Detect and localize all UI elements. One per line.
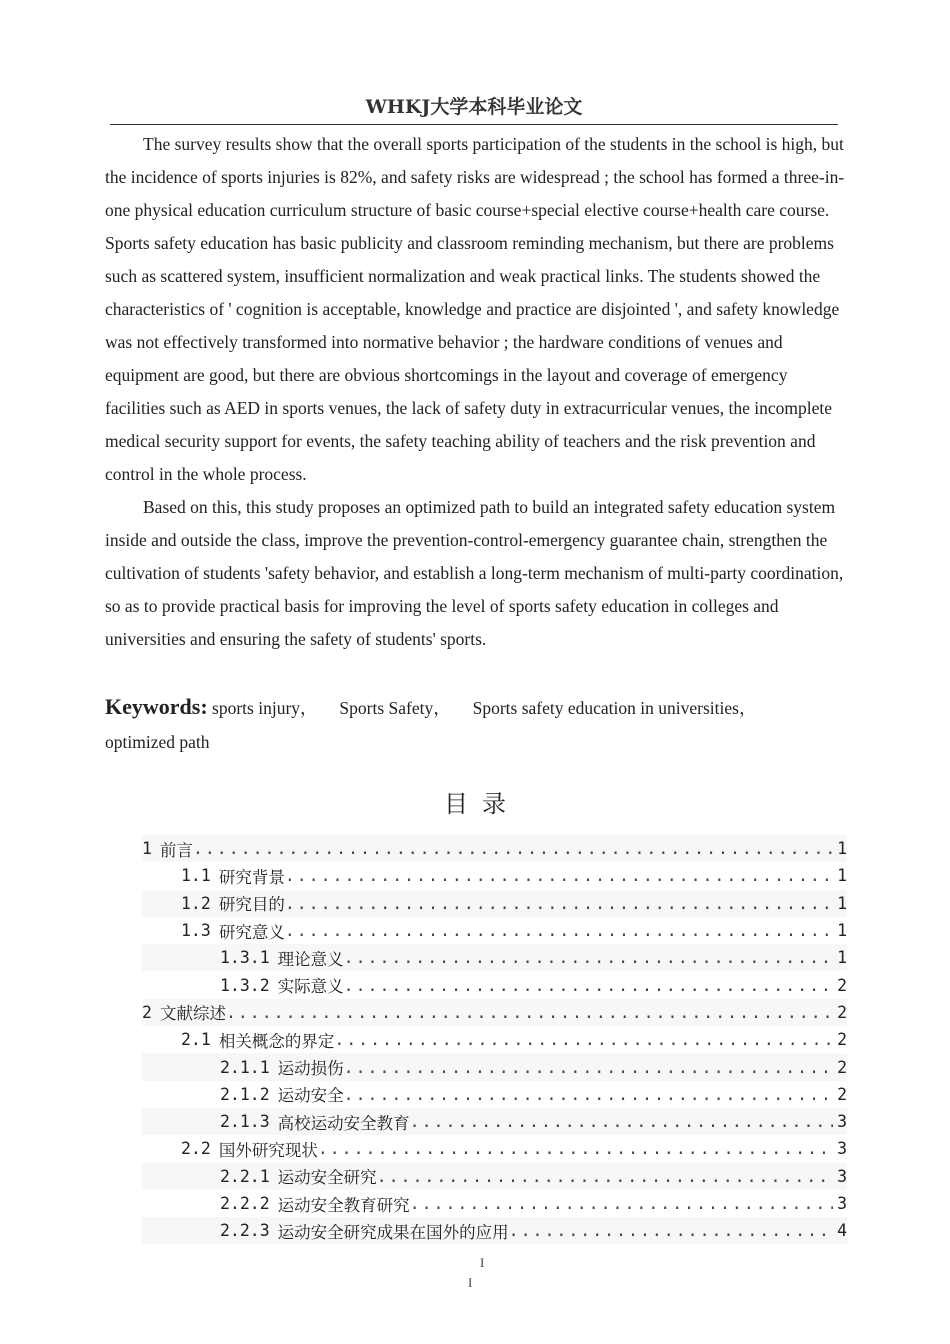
toc-entry[interactable] xyxy=(142,971,847,998)
toc-entry-page: 2 xyxy=(837,1084,847,1104)
toc-entry-page: 3 xyxy=(837,1166,847,1186)
toc-entry-title: 研究背景 xyxy=(218,867,285,887)
toc-entry-page: 1 xyxy=(837,866,847,886)
toc-entry-page: 1 xyxy=(837,921,847,941)
toc-entry[interactable] xyxy=(142,944,847,971)
toc-entry-page: 2 xyxy=(837,1030,847,1050)
toc-entry[interactable] xyxy=(142,1163,847,1190)
toc-dot-leader xyxy=(344,1085,833,1104)
toc-title: 目录 xyxy=(444,790,520,818)
toc-entry-page: 2 xyxy=(837,975,847,995)
toc-dot-leader xyxy=(318,1139,833,1158)
toc-entry-page: 1 xyxy=(837,839,847,859)
keyword-separator: ， xyxy=(433,698,451,718)
running-header: WHKJ大学本科毕业论文 xyxy=(365,96,583,118)
toc-entry[interactable] xyxy=(142,862,847,889)
toc-entry-page: 2 xyxy=(837,1002,847,1022)
toc-entry-title: 相关概念的界定 xyxy=(218,1031,335,1051)
abstract-paragraph-2: Based on this, this study proposes an optimized path to build an integrated safety education system inside and outside the class, improve the prevention-control-emergency guarantee chain, strengthen the cultivation of students 'safety behavior, and establish a long-term mechanism of multi-party coordination, so as to provide practical basis for improving the level of sports safety education in colleges and universities and ensuring the safety of students' sports. xyxy=(105,497,844,649)
toc-dot-leader xyxy=(285,894,833,913)
toc-entry-page: 2 xyxy=(837,1057,847,1077)
toc-entry-page: 4 xyxy=(837,1221,847,1241)
keyword-item: Sports Safety xyxy=(339,698,434,718)
toc-entry-title: 运动安全 xyxy=(277,1086,344,1106)
keyword-separator: ， xyxy=(300,698,318,718)
toc-entry[interactable] xyxy=(142,917,847,944)
toc-dot-leader xyxy=(226,1003,833,1022)
keyword-item: Sports safety education in universities xyxy=(472,698,739,718)
toc-entry-number: 1.1 xyxy=(181,866,211,886)
toc-entry-number: 1.3.2 xyxy=(220,975,270,995)
toc-entry[interactable] xyxy=(142,890,847,917)
toc-entry-title: 运动安全教育研究 xyxy=(277,1195,410,1215)
keyword-separator: ， xyxy=(738,698,757,718)
toc-entry-title: 运动安全研究成果在国外的应用 xyxy=(277,1222,509,1242)
toc-dot-leader xyxy=(334,1030,833,1049)
keywords-label: Keywords: xyxy=(105,694,208,719)
toc-entry-title: 前言 xyxy=(159,840,193,860)
toc-entry-page: 3 xyxy=(837,1112,847,1132)
toc-dot-leader xyxy=(509,1221,833,1240)
toc-entry[interactable] xyxy=(142,1026,847,1053)
toc-entry-number: 2.2.2 xyxy=(220,1194,270,1213)
toc-entry-page: 3 xyxy=(837,1194,847,1213)
toc-entry-number: 2.2 xyxy=(181,1139,211,1159)
toc-dot-leader xyxy=(344,1058,833,1077)
toc-entry-number: 2.1 xyxy=(181,1030,211,1050)
abstract-body xyxy=(105,128,845,656)
keyword-item: sports injury xyxy=(212,698,301,718)
toc-entry[interactable] xyxy=(142,999,847,1026)
toc-entry[interactable] xyxy=(142,1135,847,1162)
toc-dot-leader xyxy=(344,976,833,995)
toc-entry-number: 2.2.1 xyxy=(220,1166,270,1186)
toc-entry[interactable] xyxy=(142,1190,847,1217)
toc-entry-number: 1.3 xyxy=(181,921,211,941)
toc-entry-number: 2.1.3 xyxy=(220,1112,270,1132)
toc-entry[interactable] xyxy=(142,1108,847,1135)
toc-entry-title: 高校运动安全教育 xyxy=(277,1113,410,1133)
keyword-item: optimized path xyxy=(105,732,210,752)
toc-entry-number: 2.2.3 xyxy=(220,1221,270,1241)
toc-dot-leader xyxy=(377,1167,833,1186)
page-number-secondary: I xyxy=(468,1275,473,1290)
toc-entry-number: 1 xyxy=(142,839,152,859)
toc-dot-leader xyxy=(344,948,833,967)
toc-dot-leader xyxy=(410,1194,833,1213)
toc-dot-leader xyxy=(193,839,833,858)
keywords-line xyxy=(105,690,845,759)
toc-entry-number: 2 xyxy=(142,1002,152,1022)
toc-entry-number: 2.1.2 xyxy=(220,1084,270,1104)
toc-entry-number: 1.2 xyxy=(181,893,211,913)
toc-entry-title: 理论意义 xyxy=(277,949,344,969)
table-of-contents xyxy=(142,835,847,1244)
toc-entry-title: 研究意义 xyxy=(218,922,285,942)
toc-entry[interactable] xyxy=(142,1081,847,1108)
toc-entry-title: 研究目的 xyxy=(218,895,285,915)
toc-entry-title: 运动安全研究 xyxy=(277,1168,377,1188)
toc-entry-page: 1 xyxy=(837,893,847,913)
toc-entry[interactable] xyxy=(142,1217,847,1244)
toc-entry[interactable] xyxy=(142,835,847,862)
abstract-paragraph-1: The survey results show that the overall sports participation of the students in the school is high, but the incidence of sports injuries is 82%, and safety risks are widespread ; the school has formed a three-in-one physical education curriculum structure of basic course+special elective course+health care course. Sports safety education has basic publicity and classroom reminding mechanism, but there are problems such as scattered system, insufficient normalization and weak practical links. The students showed the characteristics of ' cognition is acceptable, knowledge and practice are disjointed ', and safety knowledge was not effectively transformed into normative behavior ; the hardware conditions of venues and equipment are good, but there are obvious shortcomings in the layout and coverage of emergency facilities such as AED in sports venues, the lack of safety duty in extracurricular venues, the incomplete medical security support for events, the safety teaching ability of teachers and the risk prevention and control in the whole process. xyxy=(105,134,845,484)
toc-entry[interactable] xyxy=(142,1053,847,1080)
toc-entry-page: 1 xyxy=(837,948,847,968)
toc-dot-leader xyxy=(410,1112,833,1131)
toc-entry-title: 运动损伤 xyxy=(277,1059,344,1079)
toc-entry-title: 国外研究现状 xyxy=(218,1140,318,1160)
header-rule xyxy=(110,124,838,125)
page-number: I xyxy=(480,1255,485,1270)
toc-entry-number: 2.1.1 xyxy=(220,1057,270,1077)
toc-entry-title: 文献综述 xyxy=(159,1004,226,1024)
toc-entry-page: 3 xyxy=(837,1139,847,1159)
toc-dot-leader xyxy=(285,921,833,940)
toc-entry-number: 1.3.1 xyxy=(220,948,270,968)
toc-dot-leader xyxy=(285,866,833,885)
toc-entry-title: 实际意义 xyxy=(277,977,344,997)
